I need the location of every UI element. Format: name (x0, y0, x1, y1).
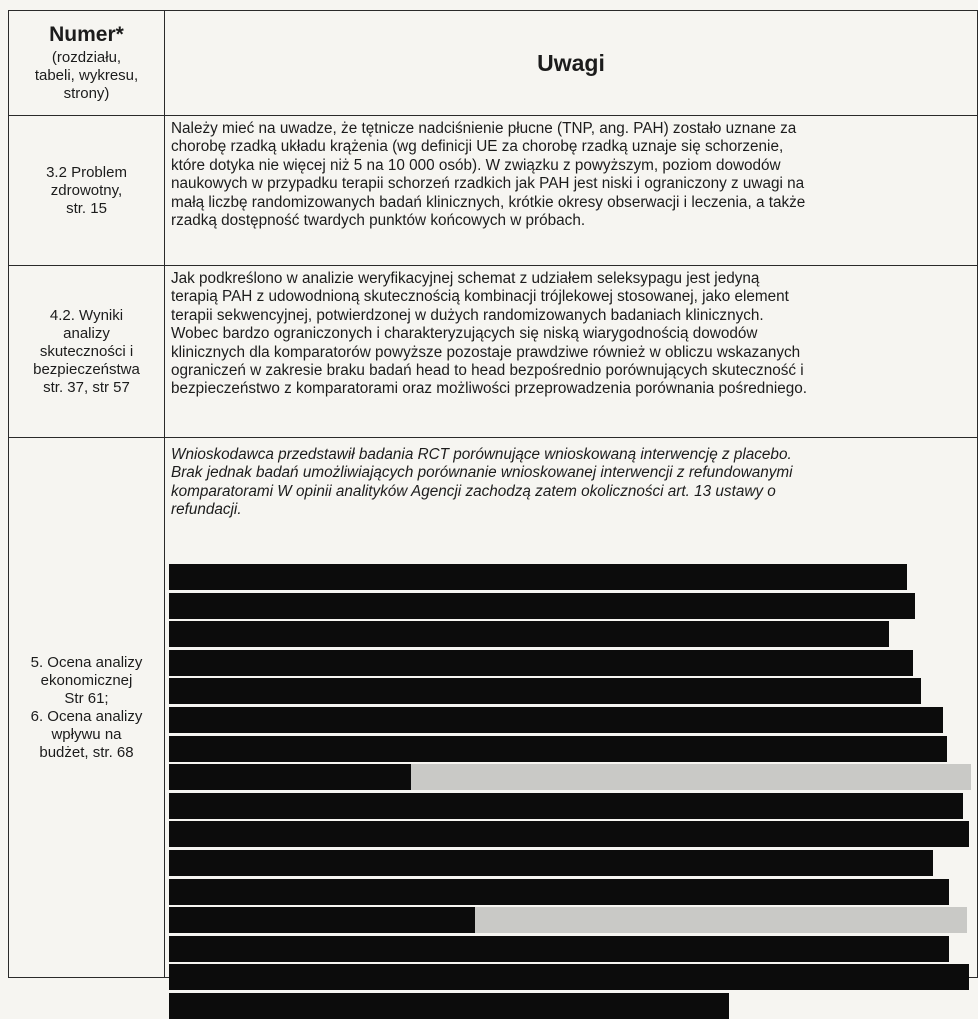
redaction-bar (169, 936, 949, 962)
number-header-subtitle: (rozdziału, tabeli, wykresu, strony) (34, 49, 139, 102)
row-reference (9, 438, 165, 978)
row-reference-text: 3.2 Problem zdrowotny, str. 15 (46, 163, 127, 217)
row-reference-text: 5. Ocena analizy ekonomicznej Str 61; 6. Ocena analizy wpływu na budżet, str. 68 (30, 653, 143, 761)
redaction-bar (169, 764, 411, 790)
table-row (9, 116, 978, 266)
table-header-row (9, 11, 978, 116)
redaction-bar (169, 736, 947, 762)
number-column-header (9, 11, 165, 116)
remarks-column-header: Uwagi (165, 11, 978, 116)
redaction-bar (169, 821, 969, 847)
redaction-bar (169, 879, 949, 905)
redaction-bar (169, 907, 475, 933)
redaction-bar (169, 564, 907, 590)
row-remark (165, 438, 978, 978)
redaction-bar (169, 850, 933, 876)
redaction-bar (169, 621, 889, 647)
row-remark-text: Należy mieć na uwadze, że tętnicze nadciśnienie płucne (TNP, ang. PAH) zostało uznane za chorobę rzadką układu krążenia (wg definicji UE za chorobę rzadką uznaje się schorzenie, które dotyka nie więcej niż 5 na 10 000 osób). W związku z powyższym, poziom dowodów naukowych w przypadku terapii schorzeń rzadkich jak PAH jest niski i ograniczony z uwagi na małą liczbę randomizowanych badań klinicznych, krótkie okresy obserwacji i leczenia, a także rzadką dostępność twardych punktów końcowych w próbach. (171, 120, 806, 230)
row-reference (9, 266, 165, 438)
table-row (9, 266, 978, 438)
row-reference-text: 4.2. Wyniki analizy skuteczności i bezpieczeństwa str. 37, str 57 (33, 306, 140, 396)
redaction-bar (169, 964, 969, 990)
redaction-bar (475, 907, 967, 933)
row-remark (165, 266, 978, 438)
number-header-title: Numer* (49, 23, 124, 46)
redaction-bar (411, 764, 971, 790)
row-remark-text: Wnioskodawca przedstawił badania RCT porównujące wnioskowaną interwencję z placebo. Brak jednak badań umożliwiających porównanie wnioskowanej interwencji z refundowanymi komparatorami W opinii analityków Agencji zachodzą zatem okoliczności art. 13 ustawy o refundacji. (171, 446, 793, 519)
row-reference (9, 116, 165, 266)
table-row (9, 438, 978, 978)
redaction-bar (169, 793, 963, 819)
redaction-bar (169, 593, 915, 619)
redaction-bar (169, 707, 943, 733)
redaction-bar (169, 678, 921, 704)
remarks-table (8, 10, 978, 978)
row-remark (165, 116, 978, 266)
redacted-block (169, 564, 978, 994)
redaction-bar (169, 650, 913, 676)
redaction-bar (169, 993, 729, 1019)
row-remark-text: Jak podkreślono w analizie weryfikacyjnej schemat z udziałem seleksypagu jest jedyną terapią PAH z udowodnioną skutecznością kombinacji trójlekowej stosowanej, jako element terapii sekwencyjnej, potwierdzonej w dużych randomizowanych badaniach klinicznych. Wobec bardzo ograniczonych i charakteryzujących się niską wiarygodnością dowodów klinicznych dla komparatorów powyższe pozostaje prawdziwe również w obliczu wskazanych ograniczeń w zakresie braku badań head to head bezpośrednio porównujących skuteczność i bezpieczeństwo z komparatorami oraz możliwości przeprowadzenia porównania pośredniego. (171, 270, 807, 398)
